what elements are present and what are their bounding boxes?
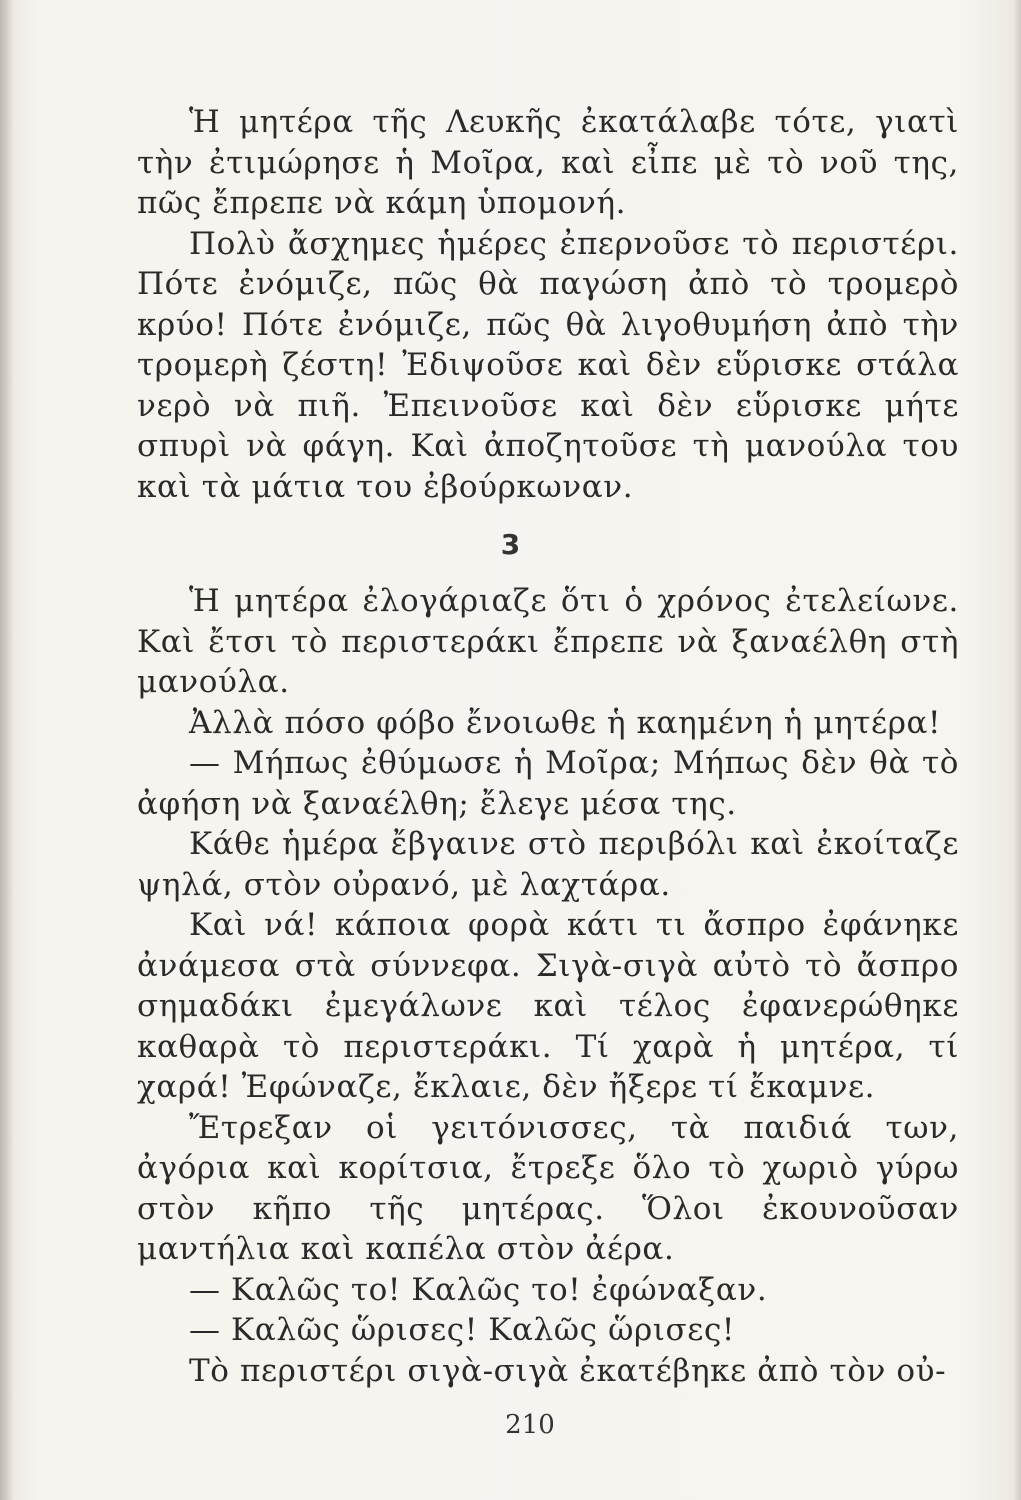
paragraph: Πολὺ ἄσχημες ἡμέρες ἐπερνοῦσε τὸ περιστέρι. Πότε ἐνόμιζε, πῶς θὰ παγώση ἀπὸ τὸ τρομερὸ κρύο! Πότε ἐνόμιζε, πῶς θὰ λιγοθυμήση ἀπὸ τὴν τρομερὴ ζέστη! Ἐδιψοῦσε καὶ δὲν εὕρισκε στάλα νερὸ νὰ πιῆ. Ἐπεινοῦσε καὶ δὲν εὕρισκε μήτε σπυρὶ νὰ φάγη. Καὶ ἀποζητοῦσε τὴ μανούλα του καὶ τὰ μάτια του ἐβούρκωναν. bbox=[137, 225, 959, 505]
paragraph: — Μήπως ἐθύμωσε ἡ Μοῖρα; Μήπως δὲν θὰ τὸ ἀφήση νὰ ξαναέλθη; ἔλεγε μέσα της. bbox=[137, 745, 959, 822]
paragraph: Τὸ περιστέρι σιγὰ-σιγὰ ἐκατέβηκε ἀπὸ τὸν οὐ- bbox=[189, 1352, 947, 1389]
paragraph: Ἡ μητέρα ἐλογάριαζε ὅτι ὁ χρόνος ἐτελείωνε. Καὶ ἔτσι τὸ περιστεράκι ἔπρεπε νὰ ξαναέλθη στὴ μανούλα. bbox=[137, 583, 959, 700]
text-block-bottom bbox=[137, 581, 959, 1391]
paragraph: — Καλῶς το! Καλῶς το! ἐφώναξαν. bbox=[189, 1271, 768, 1308]
paragraph: Καὶ νά! κάποια φορὰ κάτι τι ἄσπρο ἐφάνηκε ἀνάμεσα στὰ σύννεφα. Σιγὰ-σιγὰ αὐτὸ τὸ ἄσπρο σημαδάκι ἐμεγάλωνε καὶ τέλος ἐφανερώθηκε καθαρὰ τὸ περιστεράκι. Τί χαρὰ ἡ μητέρα, τί χαρά! Ἐφώναζε, ἔκλαιε, δὲν ἤξερε τί ἔκαμνε. bbox=[137, 907, 959, 1105]
text-block-top bbox=[137, 102, 959, 507]
section-number: 3 bbox=[500, 528, 521, 561]
paragraph: Ἡ μητέρα τῆς Λευκῆς ἐκατάλαβε τότε, γιατὶ τὴν ἐτιμώρησε ἡ Μοῖρα, καὶ εἶπε μὲ τὸ νοῦ της, πῶς ἔπρεπε νὰ κάμη ὑπομονή. bbox=[137, 104, 959, 221]
paragraph: Ἔτρεξαν οἱ γειτόνισσες, τὰ παιδιά των, ἀγόρια καὶ κορίτσια, ἔτρεξε ὅλο τὸ χωριὸ γύρω στὸν κῆπο τῆς μητέρας. Ὅλοι ἐκουνοῦσαν μαντήλια καὶ καπέλα στὸν ἀέρα. bbox=[137, 1109, 959, 1267]
paragraph: Κάθε ἡμέρα ἔβγαινε στὸ περιβόλι καὶ ἐκοίταζε ψηλά, στὸν οὐρανό, μὲ λαχτάρα. bbox=[137, 826, 959, 903]
paragraph: Ἀλλὰ πόσο φόβο ἔνοιωθε ἡ καημένη ἡ μητέρα! bbox=[189, 704, 942, 741]
page-edge-shadow bbox=[1013, 0, 1021, 1500]
binding-shadow bbox=[0, 0, 14, 1500]
page-number: 210 bbox=[505, 1410, 555, 1440]
paragraph: — Καλῶς ὥρισες! Καλῶς ὥρισες! bbox=[189, 1312, 735, 1348]
